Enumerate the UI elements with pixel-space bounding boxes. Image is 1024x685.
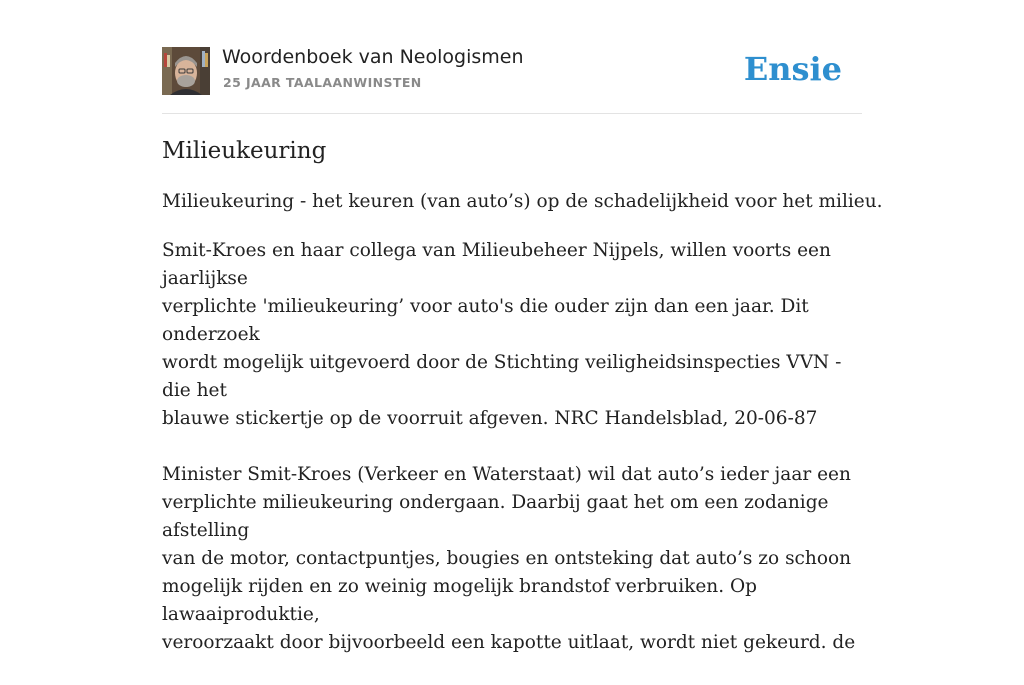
avatar-photo <box>162 47 210 95</box>
author-avatar[interactable] <box>162 47 210 95</box>
citations <box>162 237 862 685</box>
site-header <box>162 0 862 114</box>
ensie-logo[interactable]: Ensie <box>743 50 842 88</box>
content-container <box>162 0 883 653</box>
entry-definition: Milieukeuring - het keuren (van auto’s) op de schadelijkheid voor het milieu. <box>162 191 883 212</box>
citation-paragraph: Smit-Kroes en haar collega van Milieubeheer Nijpels, willen voorts een jaarlijkse verplichte 'milieukeuring’ voor auto's die ouder zijn dan een jaar. Dit onderzoek wordt mogelijk uitgevoerd door de Stichting veiligheidsinspecties VVN - die het blauwe stickertje op de voorruit afgeven. NRC Handelsblad, 20-06-87 <box>162 240 842 429</box>
citation-paragraph: Minister Smit-Kroes (Verkeer en Waterstaat) wil dat auto’s ieder jaar een verplichte milieukeuring ondergaan. Daarbij gaat het om een zodanige afstelling van de motor, contactpuntjes, bougies en ontsteking dat auto’s zo schoon mogelijk rijden en zo weinig mogelijk brandstof verbruiken. Op lawaaiproduktie, veroorzaakt door bijvoorbeeld een kapotte uitlaat, wordt niet gekeurd. de <box>162 464 856 653</box>
entry-title: Milieukeuring <box>162 138 327 164</box>
site-title[interactable]: Woordenboek van Neologismen <box>222 46 524 68</box>
site-subtitle: 25 JAAR TAALAANWINSTEN <box>223 75 422 90</box>
